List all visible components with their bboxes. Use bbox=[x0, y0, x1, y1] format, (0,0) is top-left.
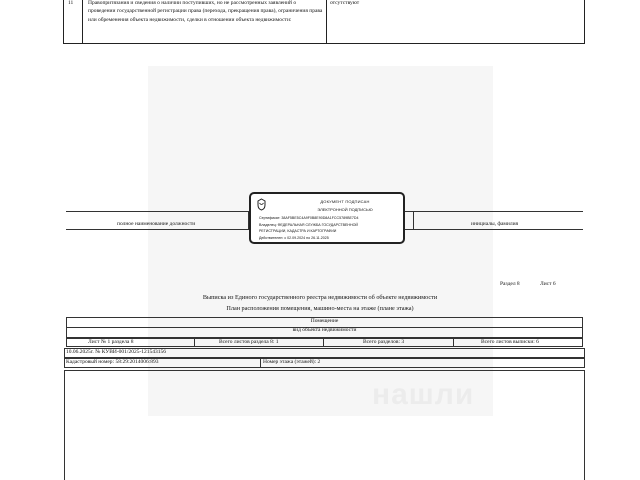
total-sections: Всего разделов: 3 bbox=[363, 339, 405, 345]
sheet-label: Лист 6 bbox=[540, 281, 556, 287]
position-label: полное наименование должности bbox=[117, 221, 196, 227]
date-number: 10.06.2025г. № КУВИ-001/2025-121543156 bbox=[66, 349, 167, 355]
signature-divider bbox=[413, 212, 414, 229]
stamp-title-1: ДОКУМЕНТ ПОДПИСАН bbox=[320, 199, 370, 204]
watermark: нашли bbox=[372, 378, 475, 411]
floor-plan-area bbox=[64, 370, 585, 480]
extract-title: Выписка из Единого государственного реестра недвижимости об объекте недвижимости bbox=[202, 294, 438, 301]
stamp-certificate: Сертификат: 38AF5BE5C4A9F0B8E90D8A1FCC5789BE7D4 bbox=[259, 216, 359, 220]
sheet-info-divider bbox=[453, 338, 454, 347]
floor-number: Номер этажа (этажей): 2 bbox=[263, 359, 321, 365]
sheet-info-divider bbox=[194, 338, 195, 347]
cadastral-number: Кадастровый номер: 58:29:2014006:893 bbox=[66, 359, 159, 365]
total-sheets-section: Всего листов раздела 8: 1 bbox=[219, 339, 279, 345]
plan-title: План расположения помещения, машино-места на этаже (плане этажа) bbox=[226, 305, 414, 312]
emblem-icon bbox=[256, 198, 267, 211]
stamp-validity: Действителен: с 02.09.2024 по 26.11.2025 bbox=[259, 236, 329, 240]
sheet-number: Лист № 1 раздела 8 bbox=[88, 339, 134, 345]
row-number: 11 bbox=[68, 0, 74, 6]
stamp-owner-2: РЕГИСТРАЦИИ, КАДАСТРА И КАРТОГРАФИИ bbox=[259, 229, 337, 233]
row-value: отсутствуют bbox=[330, 0, 360, 6]
e-signature-stamp bbox=[249, 192, 405, 244]
row-number-cell bbox=[64, 0, 83, 43]
cadastral-divider bbox=[260, 358, 261, 368]
section-label: Раздел 8 bbox=[500, 281, 520, 287]
row-description: Правопритязания и сведения о наличии поступивших, но не рассмотренных заявлений о проведении государственной регистрации права (перехода, прекращения права), ограничения права или обременения объекта недвижимости, сделки в отношении объекта недвижимости: bbox=[88, 0, 323, 23]
sheet-info-divider bbox=[323, 338, 324, 347]
object-kind-label: вид объекта недвижимости bbox=[292, 327, 357, 333]
object-kind: Помещение bbox=[310, 318, 339, 324]
name-label: инициалы, фамилия bbox=[471, 221, 519, 227]
rights-claims-row bbox=[63, 0, 585, 44]
total-sheets-extract: Всего листов выписки: 6 bbox=[481, 339, 539, 345]
stamp-title-2: ЭЛЕКТРОННОЙ ПОДПИСЬЮ bbox=[317, 207, 373, 212]
stamp-owner: Владелец: ФЕДЕРАЛЬНАЯ СЛУЖБА ГОСУДАРСТВЕННОЙ bbox=[259, 223, 358, 227]
